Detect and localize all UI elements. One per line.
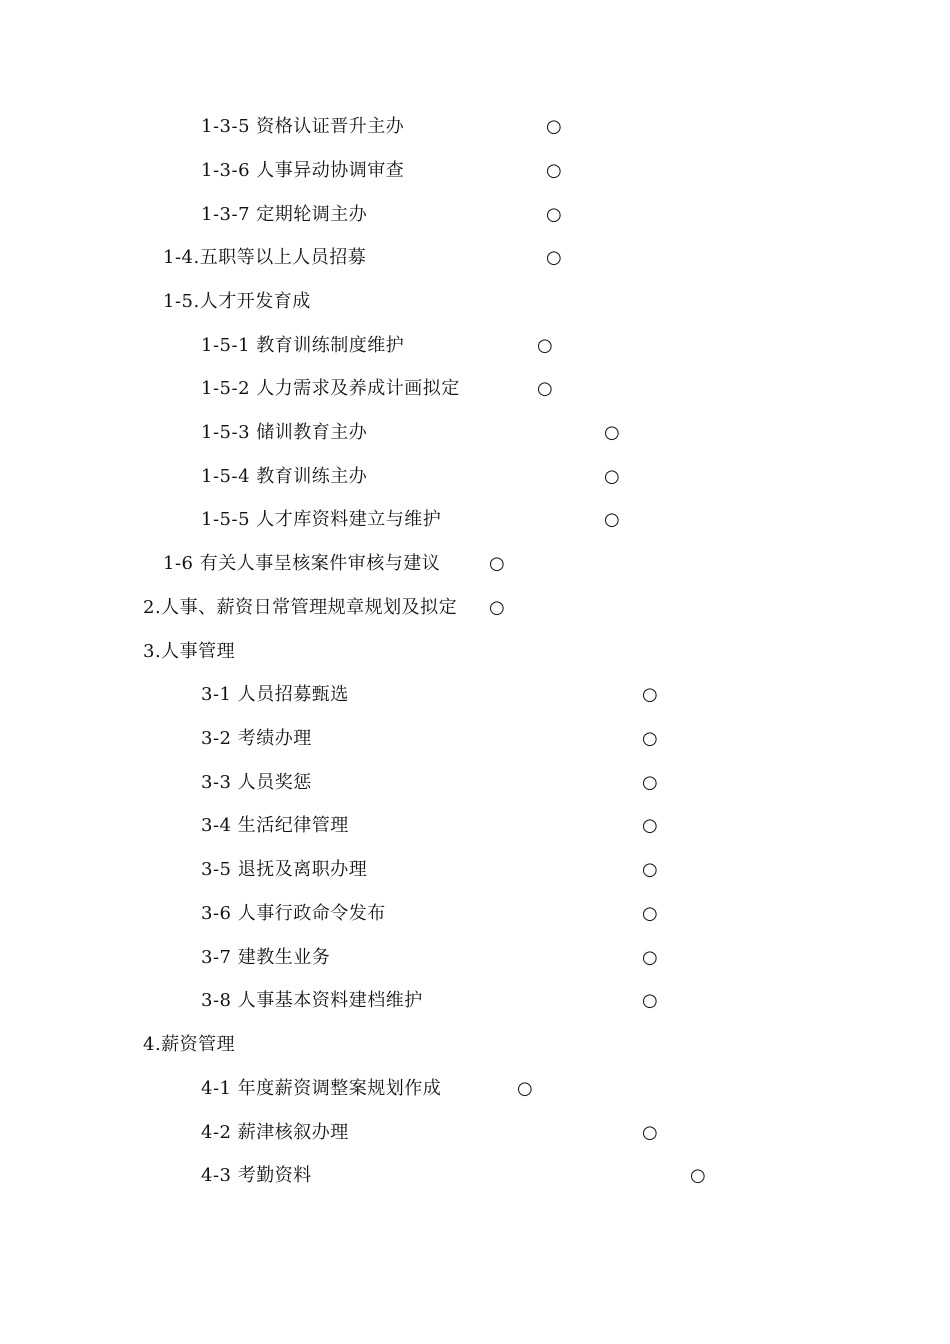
item-label: 3-3 人员奖惩 [201, 772, 312, 793]
section-heading [0, 287, 950, 317]
list-item [0, 855, 950, 885]
circle-mark-icon: ○ [546, 116, 562, 137]
circle-mark-icon: ○ [546, 247, 562, 268]
item-label: 3-8 人事基本资料建档维护 [201, 990, 423, 1011]
circle-mark-icon: ○ [604, 509, 620, 530]
item-label: 1-5-2 人力需求及养成计画拟定 [201, 378, 460, 399]
item-label: 3-1 人员招募甄选 [201, 684, 349, 705]
item-label: 1-5.人才开发育成 [163, 291, 311, 312]
list-item [0, 986, 950, 1016]
item-label: 4-2 薪津核叙办理 [201, 1122, 349, 1143]
circle-mark-icon: ○ [642, 947, 658, 968]
circle-mark-icon: ○ [642, 859, 658, 880]
list-item [0, 899, 950, 929]
circle-mark-icon: ○ [642, 684, 658, 705]
item-label: 1-5-1 教育训练制度维护 [201, 335, 405, 356]
circle-mark-icon: ○ [642, 815, 658, 836]
item-label: 3-7 建教生业务 [201, 947, 331, 968]
item-label: 4.薪资管理 [143, 1034, 236, 1055]
list-item [0, 1161, 950, 1191]
list-item [0, 768, 950, 798]
list-item [0, 200, 950, 230]
item-label: 3-4 生活纪律管理 [201, 815, 349, 836]
list-item [0, 943, 950, 973]
circle-mark-icon: ○ [642, 903, 658, 924]
circle-mark-icon: ○ [642, 1122, 658, 1143]
list-item [0, 811, 950, 841]
circle-mark-icon: ○ [642, 772, 658, 793]
circle-mark-icon: ○ [537, 378, 553, 399]
list-item [0, 462, 950, 492]
circle-mark-icon: ○ [517, 1078, 533, 1099]
list-item [0, 331, 950, 361]
item-label: 1-5-5 人才库资料建立与维护 [201, 509, 442, 530]
list-item [0, 243, 950, 273]
item-label: 1-3-7 定期轮调主办 [201, 204, 368, 225]
item-label: 3.人事管理 [143, 641, 236, 662]
item-label: 1-3-6 人事异动协调审查 [201, 160, 405, 181]
list-item [0, 724, 950, 754]
list-item [0, 680, 950, 710]
list-item [0, 418, 950, 448]
list-item [0, 374, 950, 404]
item-label: 1-3-5 资格认证晋升主办 [201, 116, 405, 137]
list-item [0, 593, 950, 623]
circle-mark-icon: ○ [604, 422, 620, 443]
item-label: 1-5-4 教育训练主办 [201, 466, 368, 487]
circle-mark-icon: ○ [489, 597, 505, 618]
list-item [0, 156, 950, 186]
section-heading [0, 1030, 950, 1060]
circle-mark-icon: ○ [642, 728, 658, 749]
circle-mark-icon: ○ [604, 466, 620, 487]
circle-mark-icon: ○ [537, 335, 553, 356]
circle-mark-icon: ○ [489, 553, 505, 574]
list-item [0, 1118, 950, 1148]
section-heading [0, 637, 950, 667]
item-label: 4-3 考勤资料 [201, 1165, 312, 1186]
list-item [0, 549, 950, 579]
list-item [0, 1074, 950, 1104]
item-label: 3-2 考绩办理 [201, 728, 312, 749]
list-item [0, 505, 950, 535]
circle-mark-icon: ○ [546, 204, 562, 225]
item-label: 1-6 有关人事呈核案件审核与建议 [163, 553, 441, 574]
circle-mark-icon: ○ [642, 990, 658, 1011]
item-label: 2.人事、薪资日常管理规章规划及拟定 [143, 597, 458, 618]
item-label: 3-5 退抚及离职办理 [201, 859, 368, 880]
item-label: 4-1 年度薪资调整案规划作成 [201, 1078, 442, 1099]
item-label: 3-6 人事行政命令发布 [201, 903, 386, 924]
circle-mark-icon: ○ [690, 1165, 706, 1186]
item-label: 1-5-3 储训教育主办 [201, 422, 368, 443]
list-item [0, 112, 950, 142]
circle-mark-icon: ○ [546, 160, 562, 181]
item-label: 1-4.五职等以上人员招募 [163, 247, 367, 268]
